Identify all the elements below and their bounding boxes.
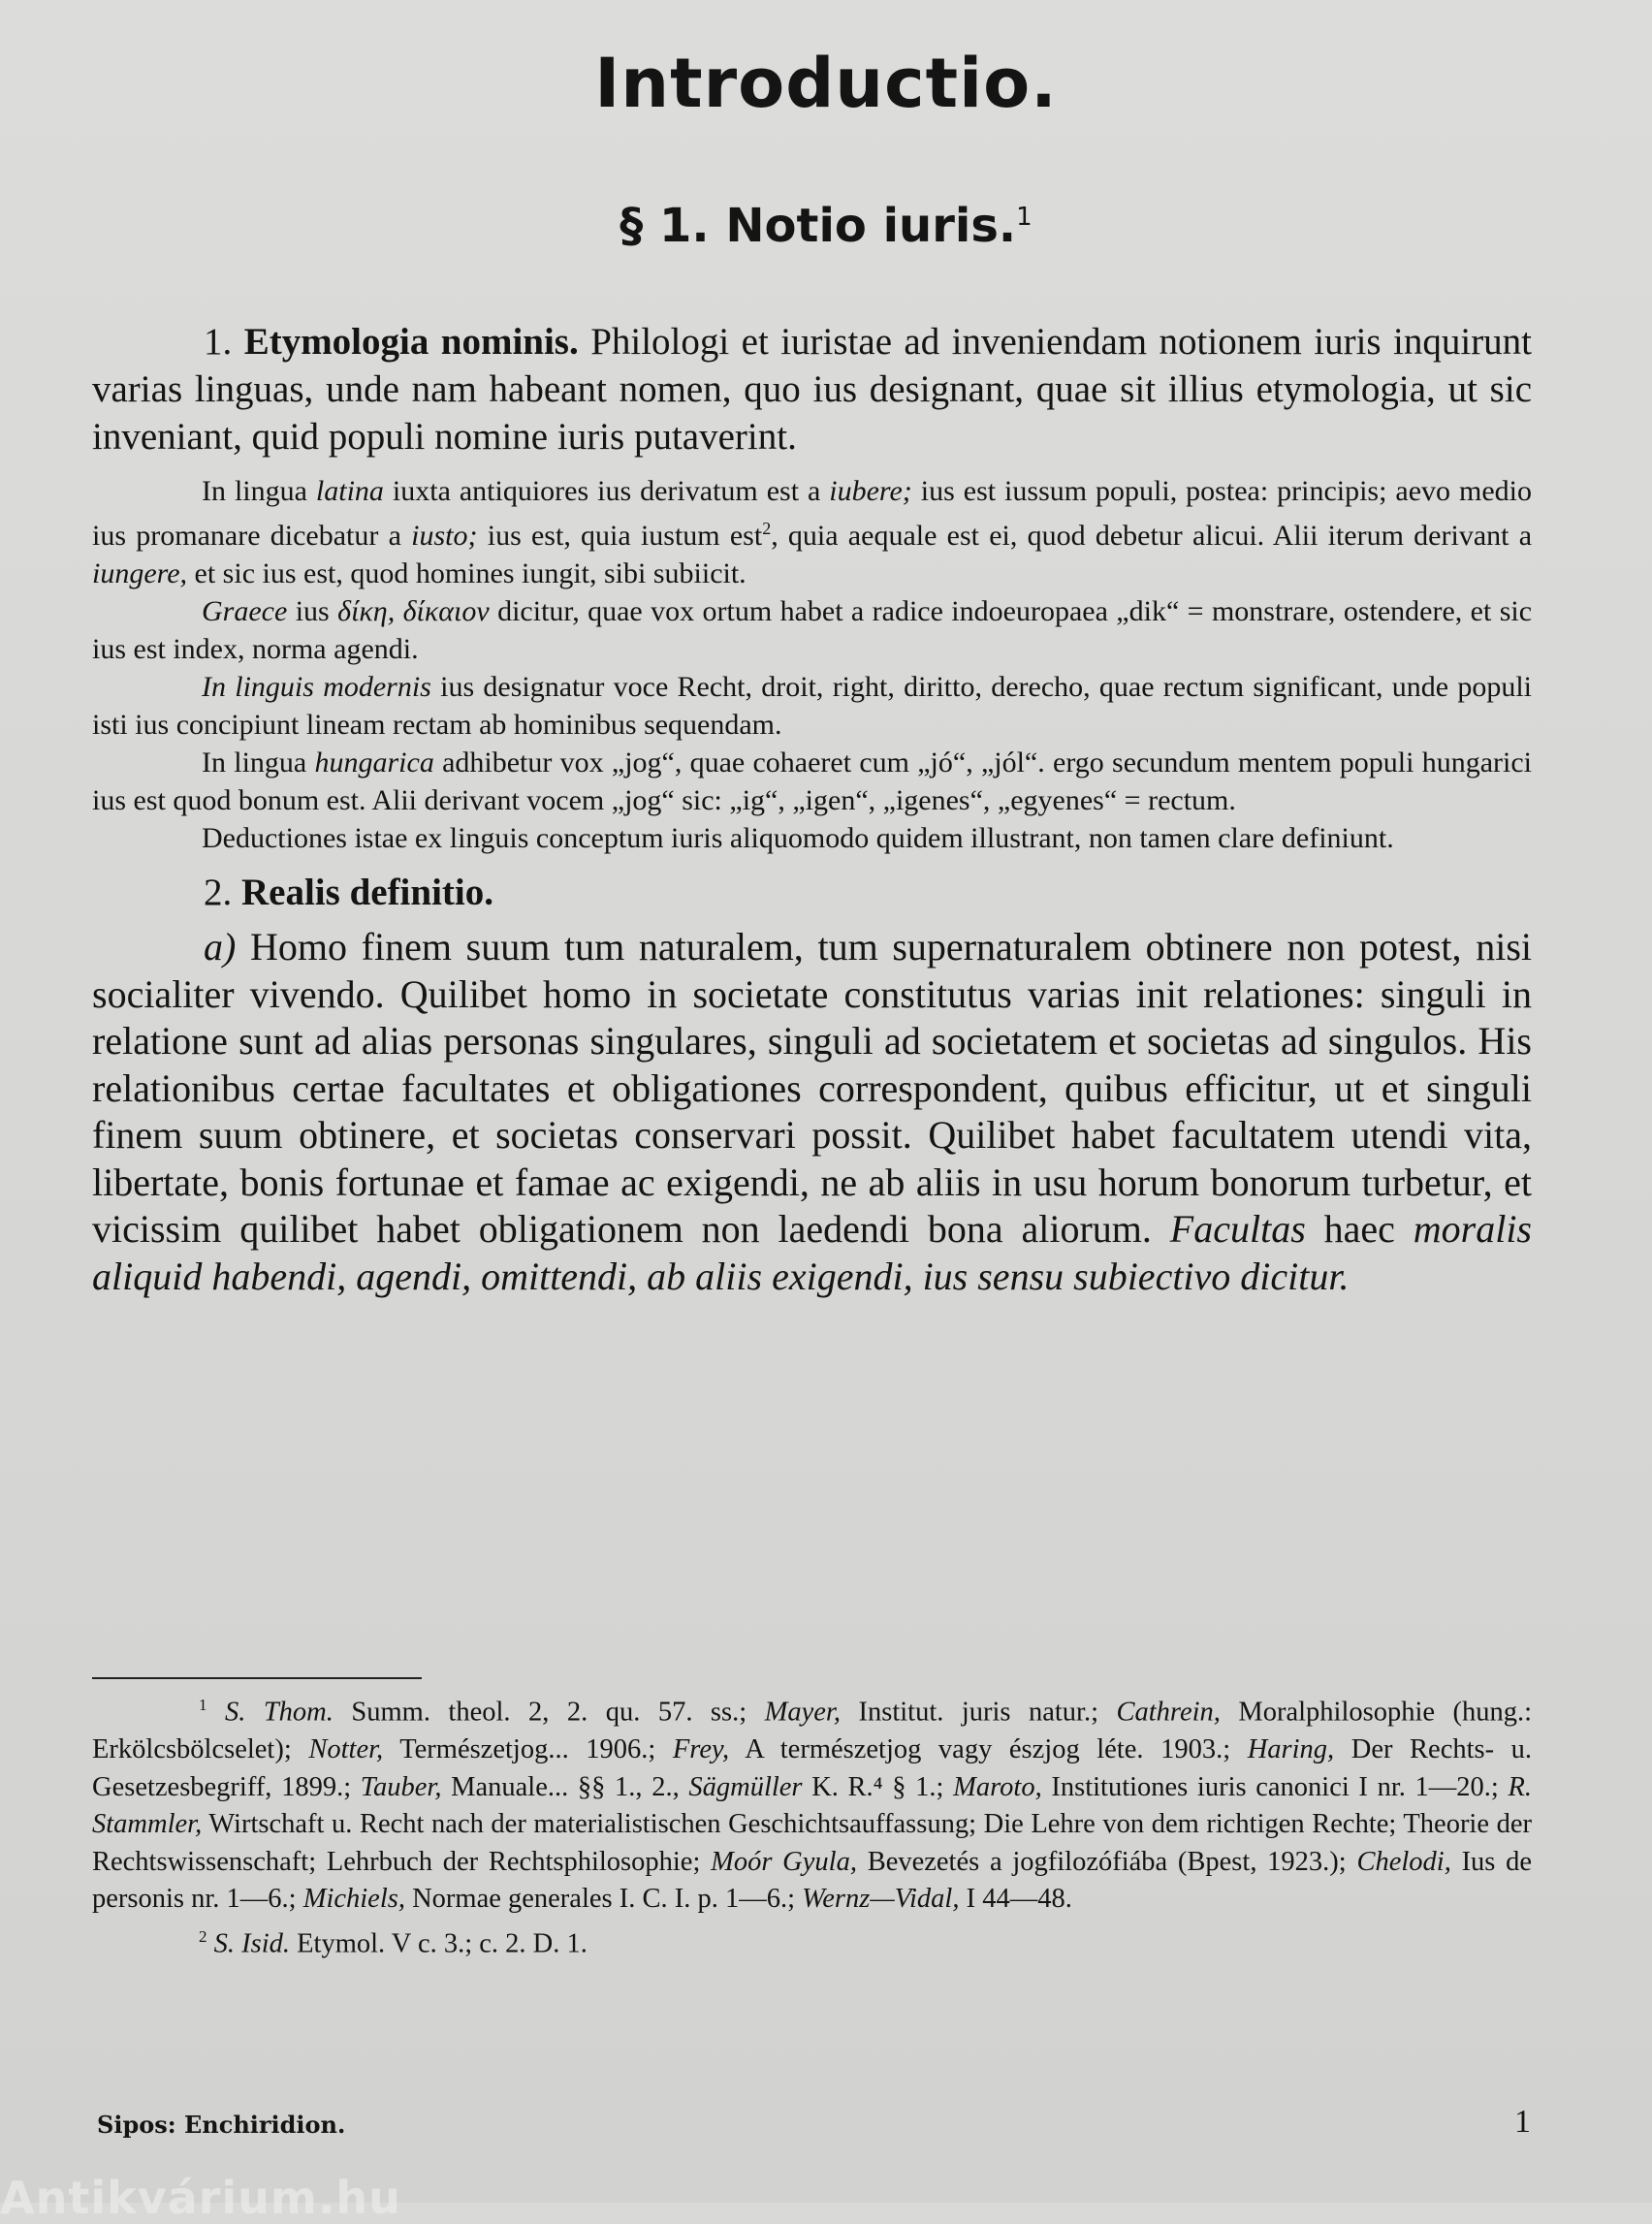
text-run: K. R.⁴ § 1.; — [811, 1771, 944, 1802]
text-run: ius est iussum populi, postea: principis; aevo medio ius promanare dicebatur a — [92, 475, 1532, 552]
footnote-number: 1 — [199, 1696, 207, 1714]
subheading-realis: Realis definitio. — [241, 872, 493, 913]
text-run: ius — [295, 595, 330, 627]
page-title: Introductio. — [594, 44, 1058, 123]
italic-run: latina — [315, 475, 384, 507]
text-run: haec — [1323, 1207, 1395, 1251]
small-paragraph-deductiones — [92, 819, 1532, 857]
text-run: , quia aequale est ei, quod debetur alicui. Alii iterum derivant a — [771, 520, 1533, 552]
italic-run: hungarica — [314, 747, 434, 778]
italic-run: Facultas — [1169, 1207, 1306, 1251]
footnote-divider — [92, 1677, 422, 1679]
italic-run: Wernz—Vidal, — [802, 1884, 960, 1914]
italic-run: moralis aliquid habendi, agendi, omittendi, ab aliis exigendi, ius sensu subiectivo dicitur. — [92, 1207, 1532, 1298]
italic-run: Maroto, — [953, 1771, 1042, 1802]
text-run: Moralphilosophie (hung.: Erkölcsbölcselet); — [92, 1697, 1533, 1764]
italic-run: Graece — [202, 595, 288, 627]
text-run: Institutiones iuris canonici I nr. 1—20.; — [1051, 1771, 1499, 1802]
footnote-number: 2 — [199, 1926, 207, 1946]
text-run: In lingua — [202, 747, 307, 778]
text-run: Der Rechts- u. Gesetzesbegriff, 1899.; — [92, 1734, 1533, 1802]
italic-run: Michiels, — [302, 1884, 405, 1914]
text-run: Manuale... §§ 1., 2., — [451, 1771, 680, 1802]
italic-run: iusto; — [411, 520, 478, 552]
page-number: 1 — [1514, 2104, 1531, 2140]
greek-words: δίκη, δίκαιον — [337, 595, 490, 627]
italic-run: S. Isid. — [213, 1928, 290, 1958]
italic-run: Haring, — [1247, 1734, 1335, 1764]
text-run: Wirtschaft u. Recht nach der materialistischen Geschichtsauffassung; Die Lehre von dem richtigen Rechte; Theorie der Rechtswissenschaft; Lehrbuch der Rechtsphilosophie; — [92, 1809, 1532, 1877]
footnote-1 — [92, 1687, 1532, 1919]
italic-run: Chelodi, — [1356, 1846, 1451, 1877]
text-run: dicitur, quae vox ortum habet a radice indoeuropaea „dik“ = monstrare, ostendere, et sic ius est index, norma agendi. — [92, 595, 1533, 665]
italic-run: Frey, — [672, 1734, 730, 1764]
footnotes — [92, 1687, 1532, 1963]
main-text — [92, 318, 1532, 1300]
footnote-2 — [92, 1919, 1532, 1963]
italic-run: iubere; — [829, 475, 912, 507]
italic-run: Tauber, — [360, 1771, 442, 1802]
paragraph-etymologia — [92, 318, 1532, 461]
text-run: In lingua — [202, 475, 307, 507]
watermark: Antikvárium.hu — [0, 2172, 401, 2224]
paragraph-a — [92, 924, 1532, 1300]
italic-run: a) — [204, 925, 237, 969]
section-heading — [0, 199, 1652, 253]
footnote-ref-2: 2 — [762, 519, 772, 538]
section-label: § 1. Notio iuris. — [620, 199, 1017, 253]
text-run: Deductiones istae ex linguis conceptum iuris aliquomodo quidem illustrant, non tamen clare definiunt. — [202, 822, 1394, 854]
italic-run: Notter, — [308, 1734, 384, 1764]
small-paragraph-modernis — [92, 668, 1532, 744]
italic-run: Cathrein, — [1116, 1697, 1221, 1728]
text-run: Ius de personis nr. 1—6.; — [92, 1846, 1533, 1914]
text-run: I 44—48. — [966, 1884, 1072, 1914]
text-run: Summ. theol. 2, 2. qu. 57. ss.; — [351, 1697, 747, 1728]
italic-run: Sägmüller — [688, 1771, 803, 1802]
small-paragraph-latina — [92, 472, 1532, 592]
text-run: Normae generales I. C. I. p. 1—6.; — [412, 1884, 796, 1914]
text-run: Homo finem suum tum naturalem, tum supernaturalem obtinere non potest, nisi socialiter vivendo. Quilibet homo in societate constitutus varias init relationes: singuli in relatione sunt ad alias personas singulares, singuli ad societatem et societas ad singulos. His relationibus certae facultates et obligationes correspondent, quibus efficitur, ut et singuli finem suum obtinere, et societas conservari possit. Quilibet habet facultatem utendi vita, libertate, bonis fortunae et famae ac exigendi, ne ab aliis in usu horum bonorum turbetur, et vicissim quilibet habet obligationem non laedendi bona aliorum. — [92, 925, 1533, 1251]
italic-run: Moór Gyula, — [711, 1846, 857, 1877]
text-run: ius est, quia iustum est — [487, 520, 763, 552]
italic-run: R. Stammler, — [92, 1771, 1533, 1839]
text-run: Természetjog... 1906.; — [399, 1734, 656, 1764]
text-run: Institut. juris natur.; — [858, 1697, 1099, 1728]
paragraph-number: 1. — [204, 321, 233, 363]
text-run: ius designatur voce Recht, droit, right, diritto, derecho, quae rectum significant, unde populi isti ius concipiunt lineam rectam ab hominibus sequendam. — [92, 671, 1533, 741]
text-run: Bevezetés a jogfilozófiába (Bpest, 1923.); — [867, 1846, 1347, 1877]
footnote-ref-1: 1 — [1016, 203, 1032, 232]
text-run: adhibetur vox „jog“, quae cohaeret cum „jó“, „jól“. ergo secundum mentem populi hungarici ius est quod bonum est. Alii derivant vocem „jog“ sic: „ig“, „igen“, „igenes“, „egyenes“ = rectum. — [92, 747, 1533, 816]
italic-run: In linguis modernis — [202, 671, 431, 703]
text-run: iuxta antiquiores ius derivatum est a — [392, 475, 821, 507]
text-run: Etymol. V c. 3.; c. 2. D. 1. — [297, 1928, 588, 1958]
paragraph-number: 2. — [204, 872, 233, 913]
italic-run: iungere, — [92, 557, 188, 589]
text-run: et sic ius est, quod homines iungit, sibi subiicit. — [194, 557, 747, 589]
subheading-etymologia: Etymologia nominis. — [243, 321, 579, 363]
small-paragraph-graece — [92, 592, 1532, 668]
text-run: A természetjog vagy észjog léte. 1903.; — [745, 1734, 1231, 1764]
italic-run: Mayer, — [764, 1697, 841, 1728]
paragraph-realis — [92, 869, 1532, 916]
running-footer: Sipos: Enchiridion. — [97, 2111, 346, 2139]
italic-run: S. Thom. — [224, 1697, 334, 1728]
small-paragraph-hungarica — [92, 744, 1532, 819]
paragraph-text: Philologi et iuristae ad inveniendam notionem iuris inquirunt varias linguas, unde nam habeant nomen, quo ius designant, quae sit illius etymologia, ut sic inveniant, quid populi nomine iuris putaverint. — [92, 321, 1533, 458]
